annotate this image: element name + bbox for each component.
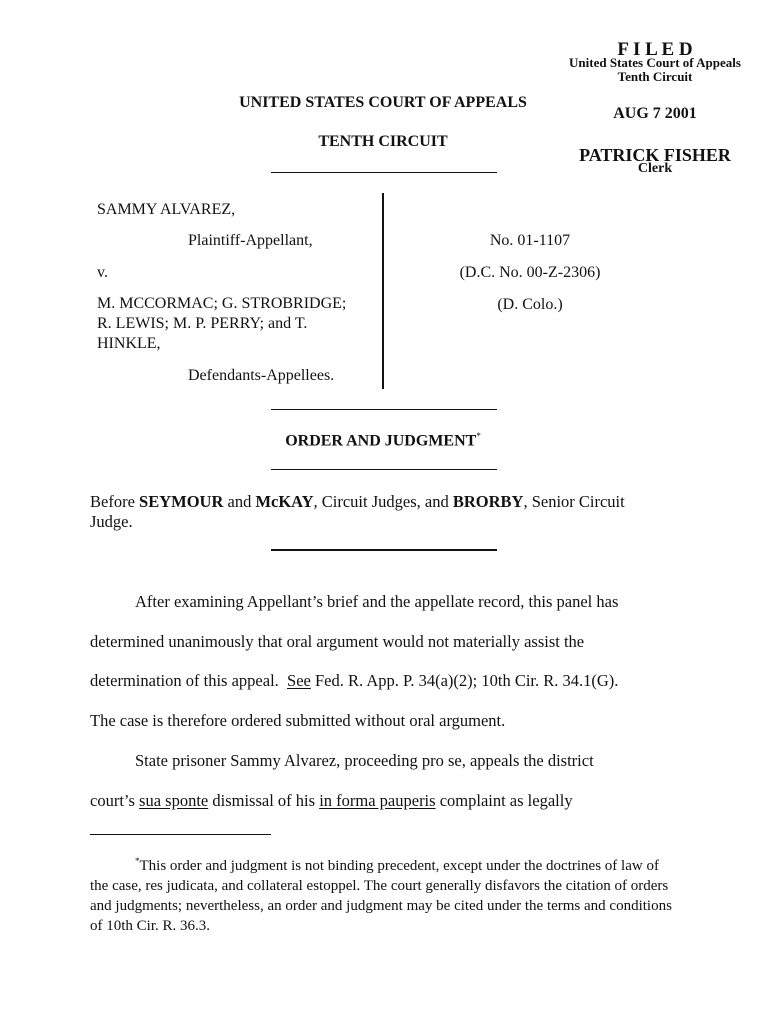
footnote [90, 851, 680, 936]
body-p2-line2-a: court’s [90, 791, 140, 810]
panel-rule [271, 549, 497, 551]
district: (D. Colo.) [497, 296, 563, 313]
defendants-line1: M. MCCORMAC; G. STROBRIDGE; [97, 295, 347, 312]
filed-stamp [548, 40, 762, 83]
stamp-court-line1: United States Court of Appeals [569, 55, 741, 70]
body-p1-line1: After examining Appellant’s brief and the appellate record, this panel has [135, 592, 619, 611]
clerk-title: Clerk [637, 161, 673, 176]
defendants-line3: HINKLE, [97, 335, 161, 352]
title-rule-top [271, 409, 497, 410]
filed-label: F I L E D [617, 39, 693, 60]
court-heading: UNITED STATES COURT OF APPEALS [239, 94, 527, 111]
dc-number: (D.C. No. 00-Z-2306) [459, 264, 601, 281]
filed-date: AUG 7 2001 [613, 105, 697, 122]
footnote-text: This order and judgment is not binding precedent, except under the doctrines of law of the case, res judicata, and collateral estoppel. The court generally disfavors the citation of orders and judgments; nevertheless, an order and judgment may be cited under the terms and conditions of 10th Cir. R. 36.3. [90, 858, 672, 934]
stamp-court-line2: Tenth Circuit [617, 69, 693, 84]
document-title [190, 431, 576, 450]
body-p2-line2 [90, 791, 573, 811]
title-footnote-mark[interactable]: * [476, 431, 481, 441]
term-in-forma-pauperis: in forma pauperis [319, 791, 436, 810]
clerk-name: PATRICK FISHER [579, 145, 731, 165]
versus: v. [97, 264, 108, 281]
defendants-line2: R. LEWIS; M. P. PERRY; and T. [97, 315, 308, 332]
title-rule-bottom [271, 469, 497, 470]
defendants-names [97, 294, 346, 354]
panel-and: and [223, 492, 256, 511]
defendants-role: Defendants-Appellees. [188, 367, 335, 384]
caption-divider [382, 193, 384, 389]
body-p2-line2-c: complaint as legally [435, 791, 573, 810]
panel-before: Before [90, 492, 140, 511]
body-p1-line4: The case is therefore ordered submitted without oral argument. [90, 711, 506, 730]
term-sua-sponte: sua sponte [139, 791, 209, 810]
body-p2-line2-b: dismissal of his [208, 791, 320, 810]
judge-seymour: SEYMOUR [139, 492, 224, 511]
panel-mid: , Circuit Judges, and [313, 492, 453, 511]
heading-rule [271, 172, 497, 173]
plaintiff-role: Plaintiff-Appellant, [188, 232, 313, 249]
body-p1-line3 [90, 671, 618, 691]
panel-tail: , Senior Circuit [523, 492, 625, 511]
panel-line1 [90, 492, 680, 512]
body-p1-line3-a: determination of this appeal. [90, 671, 288, 690]
plaintiff-name: SAMMY ALVAREZ, [97, 201, 236, 218]
case-number: No. 01-1107 [489, 232, 571, 249]
panel-line2: Judge. [90, 512, 133, 531]
footnote-mark: * [135, 856, 140, 866]
circuit-heading: TENTH CIRCUIT [318, 133, 448, 150]
judge-brorby: BRORBY [452, 492, 524, 511]
panel-statement [90, 492, 680, 532]
document-title-text: ORDER AND JUDGMENT [285, 432, 477, 450]
body-p1-line2: determined unanimously that oral argument would not materially assist the [90, 632, 585, 651]
body-p2-line1: State prisoner Sammy Alvarez, proceeding pro se, appeals the district [135, 751, 594, 770]
citation-see: See [287, 671, 311, 690]
body-p1-line3-b: Fed. R. App. P. 34(a)(2); 10th Cir. R. 34.1(G). [310, 671, 619, 690]
judge-mckay: McKAY [255, 492, 314, 511]
footnote-rule [90, 834, 271, 835]
